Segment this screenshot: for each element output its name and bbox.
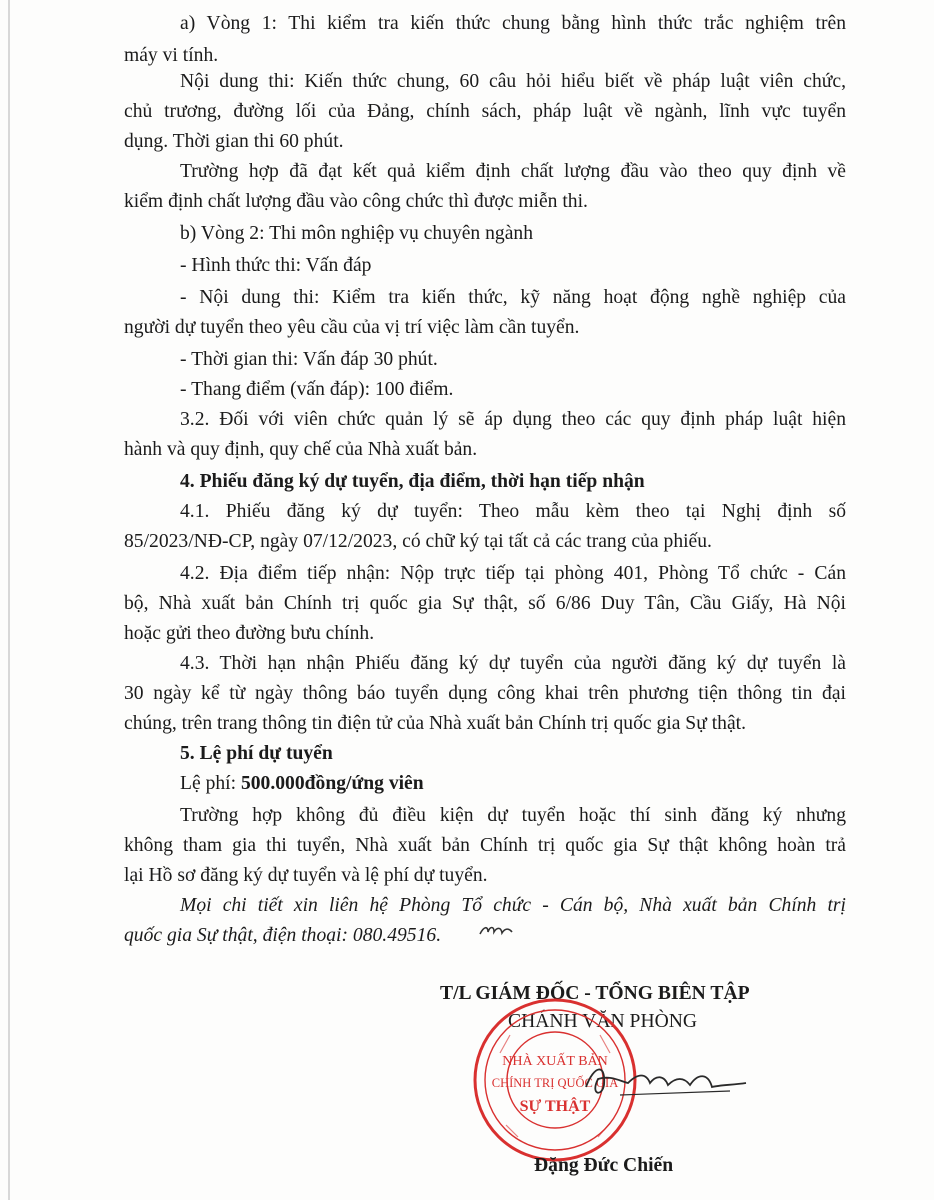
text-line: 4.2. Địa điểm tiếp nhận: Nộp trực tiếp tại phòng 401, Phòng Tổ chức - Cán [180,563,846,584]
seal-text: NHÀ XUẤT BẢN [502,1054,608,1069]
text-line: 4.1. Phiếu đăng ký dự tuyển: Theo mẫu kèm theo tại Nghị định số [180,501,846,522]
text-line: bộ, Nhà xuất bản Chính trị quốc gia Sự thật, số 6/86 Duy Tân, Cầu Giấy, Hà Nội [124,593,846,614]
text-line: - Nội dung thi: Kiểm tra kiến thức, kỹ năng hoạt động nghề nghiệp của [180,287,846,308]
initials-mark [478,918,514,940]
contact-line: quốc gia Sự thật, điện thoại: 080.49516. [124,925,442,946]
text-line: Trường hợp đã đạt kết quả kiểm định chất lượng đầu vào theo quy định về [180,161,846,182]
text-line: 30 ngày kể từ ngày thông báo tuyển dụng công khai trên phương tiện thông tin đại [124,683,846,704]
text-line: Nội dung thi: Kiến thức chung, 60 câu hỏi hiểu biết về pháp luật viên chức, [180,71,846,92]
signature-title: T/L GIÁM ĐỐC - TỔNG BIÊN TẬP [440,983,750,1004]
text-line: dụng. Thời gian thi 60 phút. [124,131,344,152]
text-line: - Thời gian thi: Vấn đáp 30 phút. [180,349,438,370]
text-line: chủ trương, đường lối của Đảng, chính sách, pháp luật về ngành, lĩnh vực tuyển [124,101,846,122]
text-line: b) Vòng 2: Thi môn nghiệp vụ chuyên ngành [180,223,534,244]
text-line: 4.3. Thời hạn nhận Phiếu đăng ký dự tuyển của người đăng ký dự tuyển là [180,653,846,674]
signer-name: Đặng Đức Chiến [534,1155,674,1176]
seal-text: CHÍNH TRỊ QUỐC GIA [491,1076,619,1090]
seal-text: SỰ THẬT [519,1098,591,1115]
text-line: 85/2023/NĐ-CP, ngày 07/12/2023, có chữ ký tại tất cả các trang của phiếu. [124,531,712,552]
text-line: Trường hợp không đủ điều kiện dự tuyển hoặc thí sinh đăng ký nhưng [180,805,846,826]
text-line: hoặc gửi theo đường bưu chính. [124,623,375,644]
contact-line: Mọi chi tiết xin liên hệ Phòng Tổ chức - Cán bộ, Nhà xuất bản Chính trị [180,895,846,916]
section-heading: 5. Lệ phí dự tuyển [180,743,333,764]
text-line: người dự tuyển theo yêu cầu của vị trí việc làm cần tuyển. [124,317,580,338]
text-line: hành và quy định, quy chế của Nhà xuất bản. [124,439,478,460]
text-line: không tham gia thi tuyển, Nhà xuất bản Chính trị quốc gia Sự thật không hoàn trả [124,835,846,856]
fee-label: Lệ phí: [180,773,241,794]
text-line: 3.2. Đối với viên chức quản lý sẽ áp dụng theo các quy định pháp luật hiện [180,409,846,430]
text-line: - Hình thức thi: Vấn đáp [180,255,372,276]
fee-value: 500.000đồng/ứng viên [240,773,424,794]
text-line: chúng, trên trang thông tin điện tử của Nhà xuất bản Chính trị quốc gia Sự thật. [124,713,746,734]
handwritten-signature [580,1055,750,1105]
text-line: a) Vòng 1: Thi kiểm tra kiến thức chung bằng hình thức trắc nghiệm trên [180,13,846,34]
text-line: lại Hồ sơ đăng ký dự tuyển và lệ phí dự tuyển. [124,865,488,886]
fee-line [180,772,424,796]
text-line: - Thang điểm (vấn đáp): 100 điểm. [180,379,454,400]
text-line: kiểm định chất lượng đầu vào công chức thì được miễn thi. [124,191,588,212]
text-line: máy vi tính. [124,45,219,66]
section-heading: 4. Phiếu đăng ký dự tuyển, địa điểm, thời hạn tiếp nhận [180,471,645,492]
signature-subtitle: CHÁNH VĂN PHÒNG [508,1011,698,1032]
scan-edge [8,0,10,1200]
